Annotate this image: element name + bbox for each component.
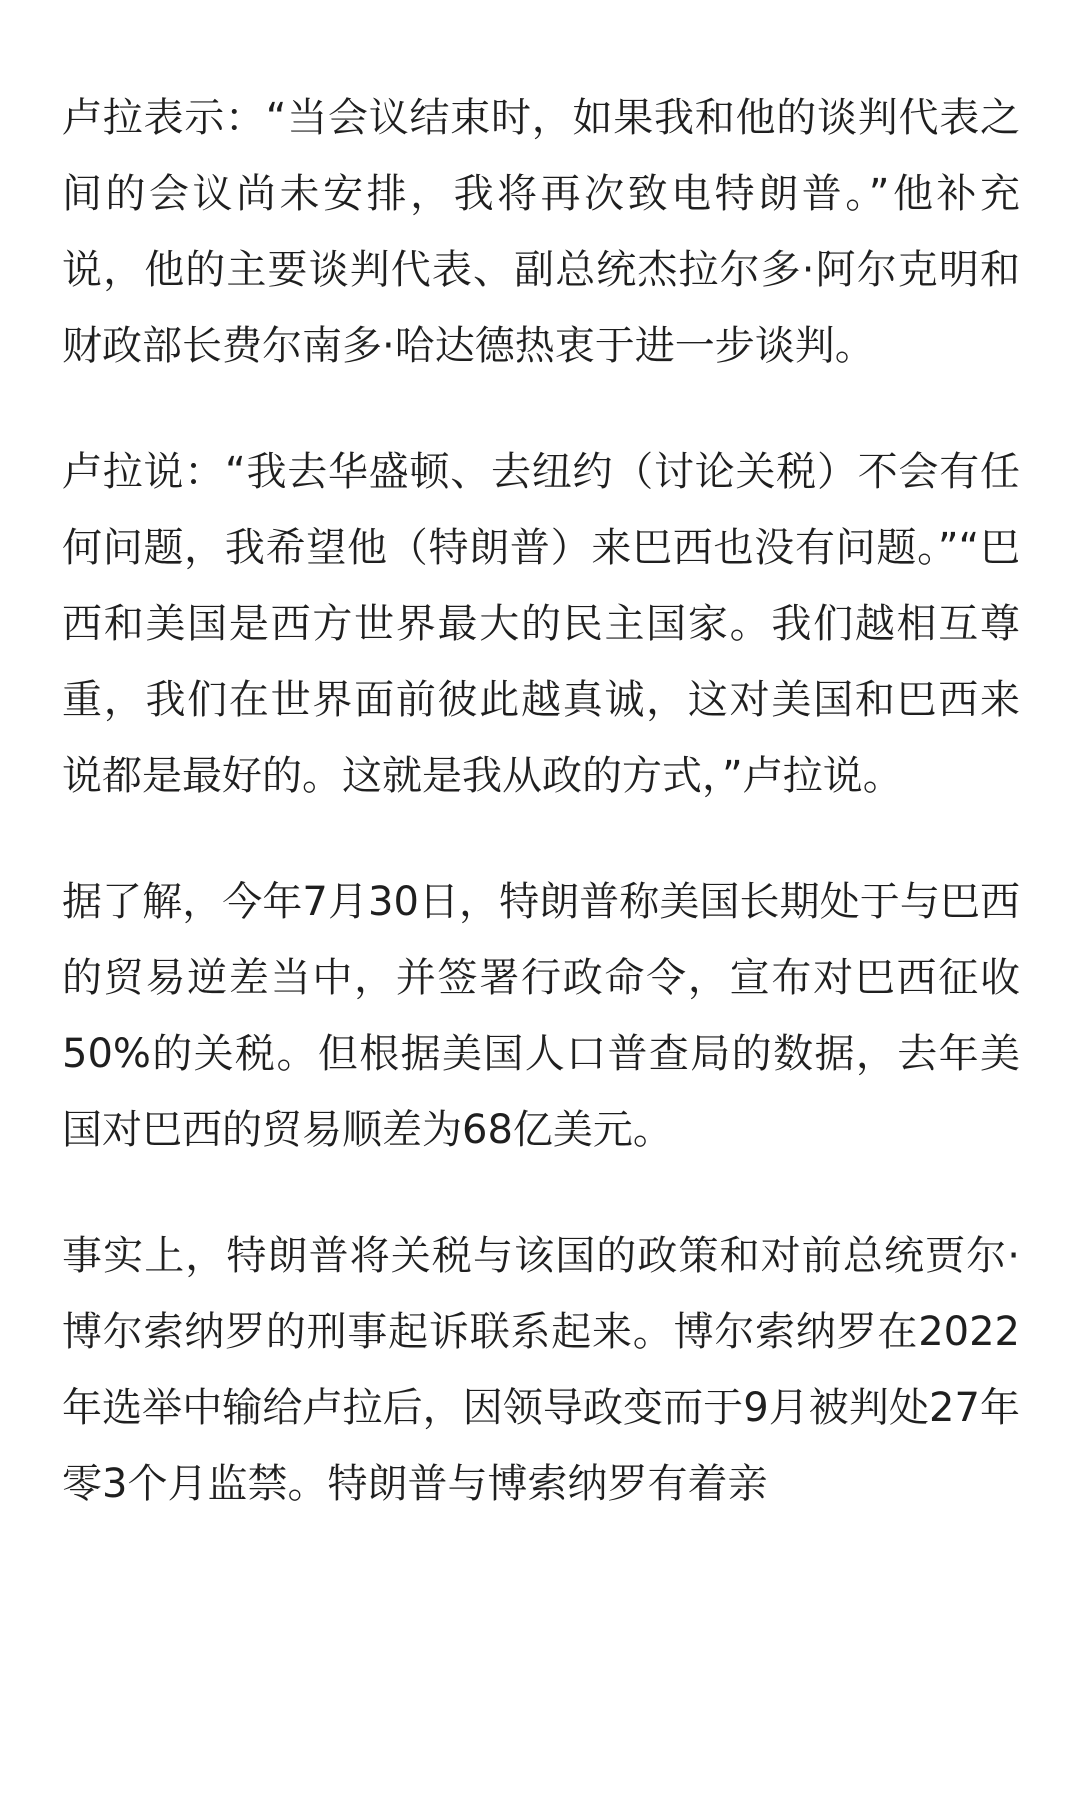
article-paragraph-2: 卢拉说：“我去华盛顿、去纽约（讨论关税）不会有任何问题，我希望他（特朗普）来巴西也没有问题。”“巴西和美国是西方世界最大的民主国家。我们越相互尊重，我们在世界面前彼此越真诚，这对美国和巴西来说都是最好的。这就是我从政的方式，”卢拉说。 (62, 449, 1020, 799)
article-body (62, 80, 1020, 1572)
article-paragraph-4: 事实上，特朗普将关税与该国的政策和对前总统贾尔·博尔索纳罗的刑事起诉联系起来。博尔索纳罗在2022年选举中输给卢拉后，因领导政变而于9月被判处27年零3个月监禁。特朗普与博索纳罗有着亲 (62, 1233, 1020, 1507)
article-paragraph-3: 据了解，今年7月30日，特朗普称美国长期处于与巴西的贸易逆差当中，并签署行政命令，宣布对巴西征收50%的关税。但根据美国人口普查局的数据，去年美国对巴西的贸易顺差为68亿美元。 (62, 879, 1020, 1153)
article-paragraph-1: 卢拉表示：“当会议结束时，如果我和他的谈判代表之间的会议尚未安排，我将再次致电特朗普。”他补充说，他的主要谈判代表、副总统杰拉尔多·阿尔克明和财政部长费尔南多·哈达德热衷于进一步谈判。 (62, 95, 1020, 369)
